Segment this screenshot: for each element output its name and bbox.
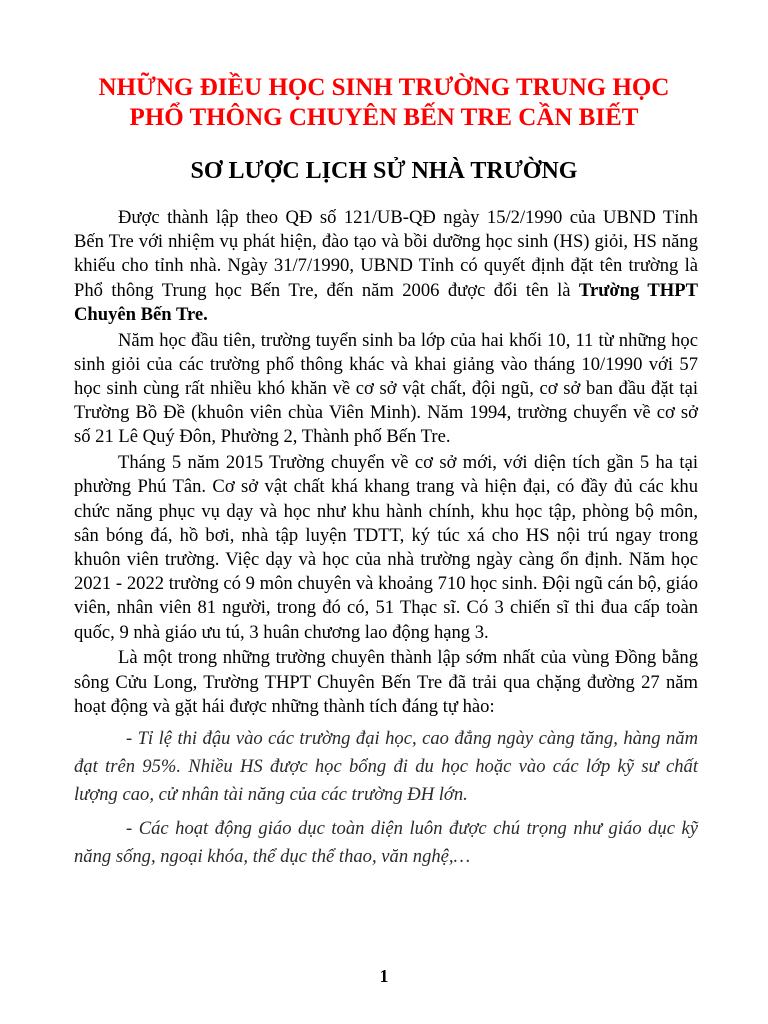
paragraph-founding-text: Được thành lập theo QĐ số 121/UB-QĐ ngày 15/2/1990 của UBND Tỉnh Bến Tre với nhiệm vụ phát hiện, đào tạo và bồi dưỡng học sinh (HS) giỏi, HS năng khiếu cho tỉnh nhà. Ngày 31/7/1990, UBND Tỉnh có quyết định đặt tên trường là Phổ thông Trung học Bến Tre, đến năm 2006 được đổi tên là bbox=[74, 207, 698, 301]
achievement-item-activities: - Các hoạt động giáo dục toàn diện luôn được chú trọng như giáo dục kỹ năng sống, ngoại khóa, thể dục thể thao, văn nghệ,… bbox=[74, 818, 698, 868]
paragraph-founding bbox=[74, 206, 698, 327]
school-name-bold: Trường THPT Chuyên Bến Tre. bbox=[74, 279, 699, 325]
document-title-line-2: PHỔ THÔNG CHUYÊN BẾN TRE CẦN BIẾT bbox=[129, 104, 639, 131]
paragraph-new-campus: Tháng 5 năm 2015 Trường chuyển về cơ sở mới, với diện tích gần 5 ha tại phường Phú Tân. Cơ sở vật chất khá khang trang và hiện đại, có đầy đủ các khu chức năng phục vụ dạy và học như khu hành chính, khu học tập, phòng bộ môn, sân bóng đá, hồ bơi, nhà tập luyện TDTT, ký túc xá cho HS nội trú ngay trong khuôn viên trường. Việc dạy và học của nhà trường ngày càng ổn định. Năm học 2021 - 2022 trường có 9 môn chuyên và khoảng 710 học sinh. Đội ngũ cán bộ, giáo viên, nhân viên 81 người, trong đó có, 51 Thạc sĩ. Có 3 chiến sĩ thi đua cấp toàn quốc, 9 nhà giáo ưu tú, 3 huân chương lao động hạng 3. bbox=[74, 452, 698, 643]
paragraph-first-year: Năm học đầu tiên, trường tuyển sinh ba lớp của hai khối 10, 11 từ những học sinh giỏi của các trường phổ thông khác và khai giảng vào tháng 10/1990 với 57 học sinh cùng rất nhiều khó khăn về cơ sở vật chất, đội ngũ, cơ sở ban đầu đặt tại Trường Bồ Đề (khuôn viên chùa Viên Minh). Năm 1994, trường chuyển về cơ sở số 21 Lê Quý Đôn, Phường 2, Thành phố Bến Tre. bbox=[74, 329, 698, 448]
document-title-line-1: NHỮNG ĐIỀU HỌC SINH TRƯỜNG TRUNG HỌC bbox=[98, 74, 670, 101]
page-number: 1 bbox=[379, 966, 389, 986]
achievement-item-university: - Tỉ lệ thi đậu vào các trường đại học, cao đẳng ngày càng tăng, hàng năm đạt trên 95%. Nhiều HS được học bổng đi du học hoặc vào các lớp kỹ sư chất lượng cao, cử nhân tài năng của các trường ĐH lớn. bbox=[74, 728, 698, 806]
document-body bbox=[74, 206, 698, 875]
paragraph-achievements-intro: Là một trong những trường chuyên thành lập sớm nhất của vùng Đồng bằng sông Cửu Long, Trường THPT Chuyên Bến Tre đã trải qua chặng đường 27 năm hoạt động và gặt hái được những thành tích đáng tự hào: bbox=[74, 647, 698, 717]
section-heading: SƠ LƯỢC LỊCH SỬ NHÀ TRƯỜNG bbox=[190, 158, 578, 184]
